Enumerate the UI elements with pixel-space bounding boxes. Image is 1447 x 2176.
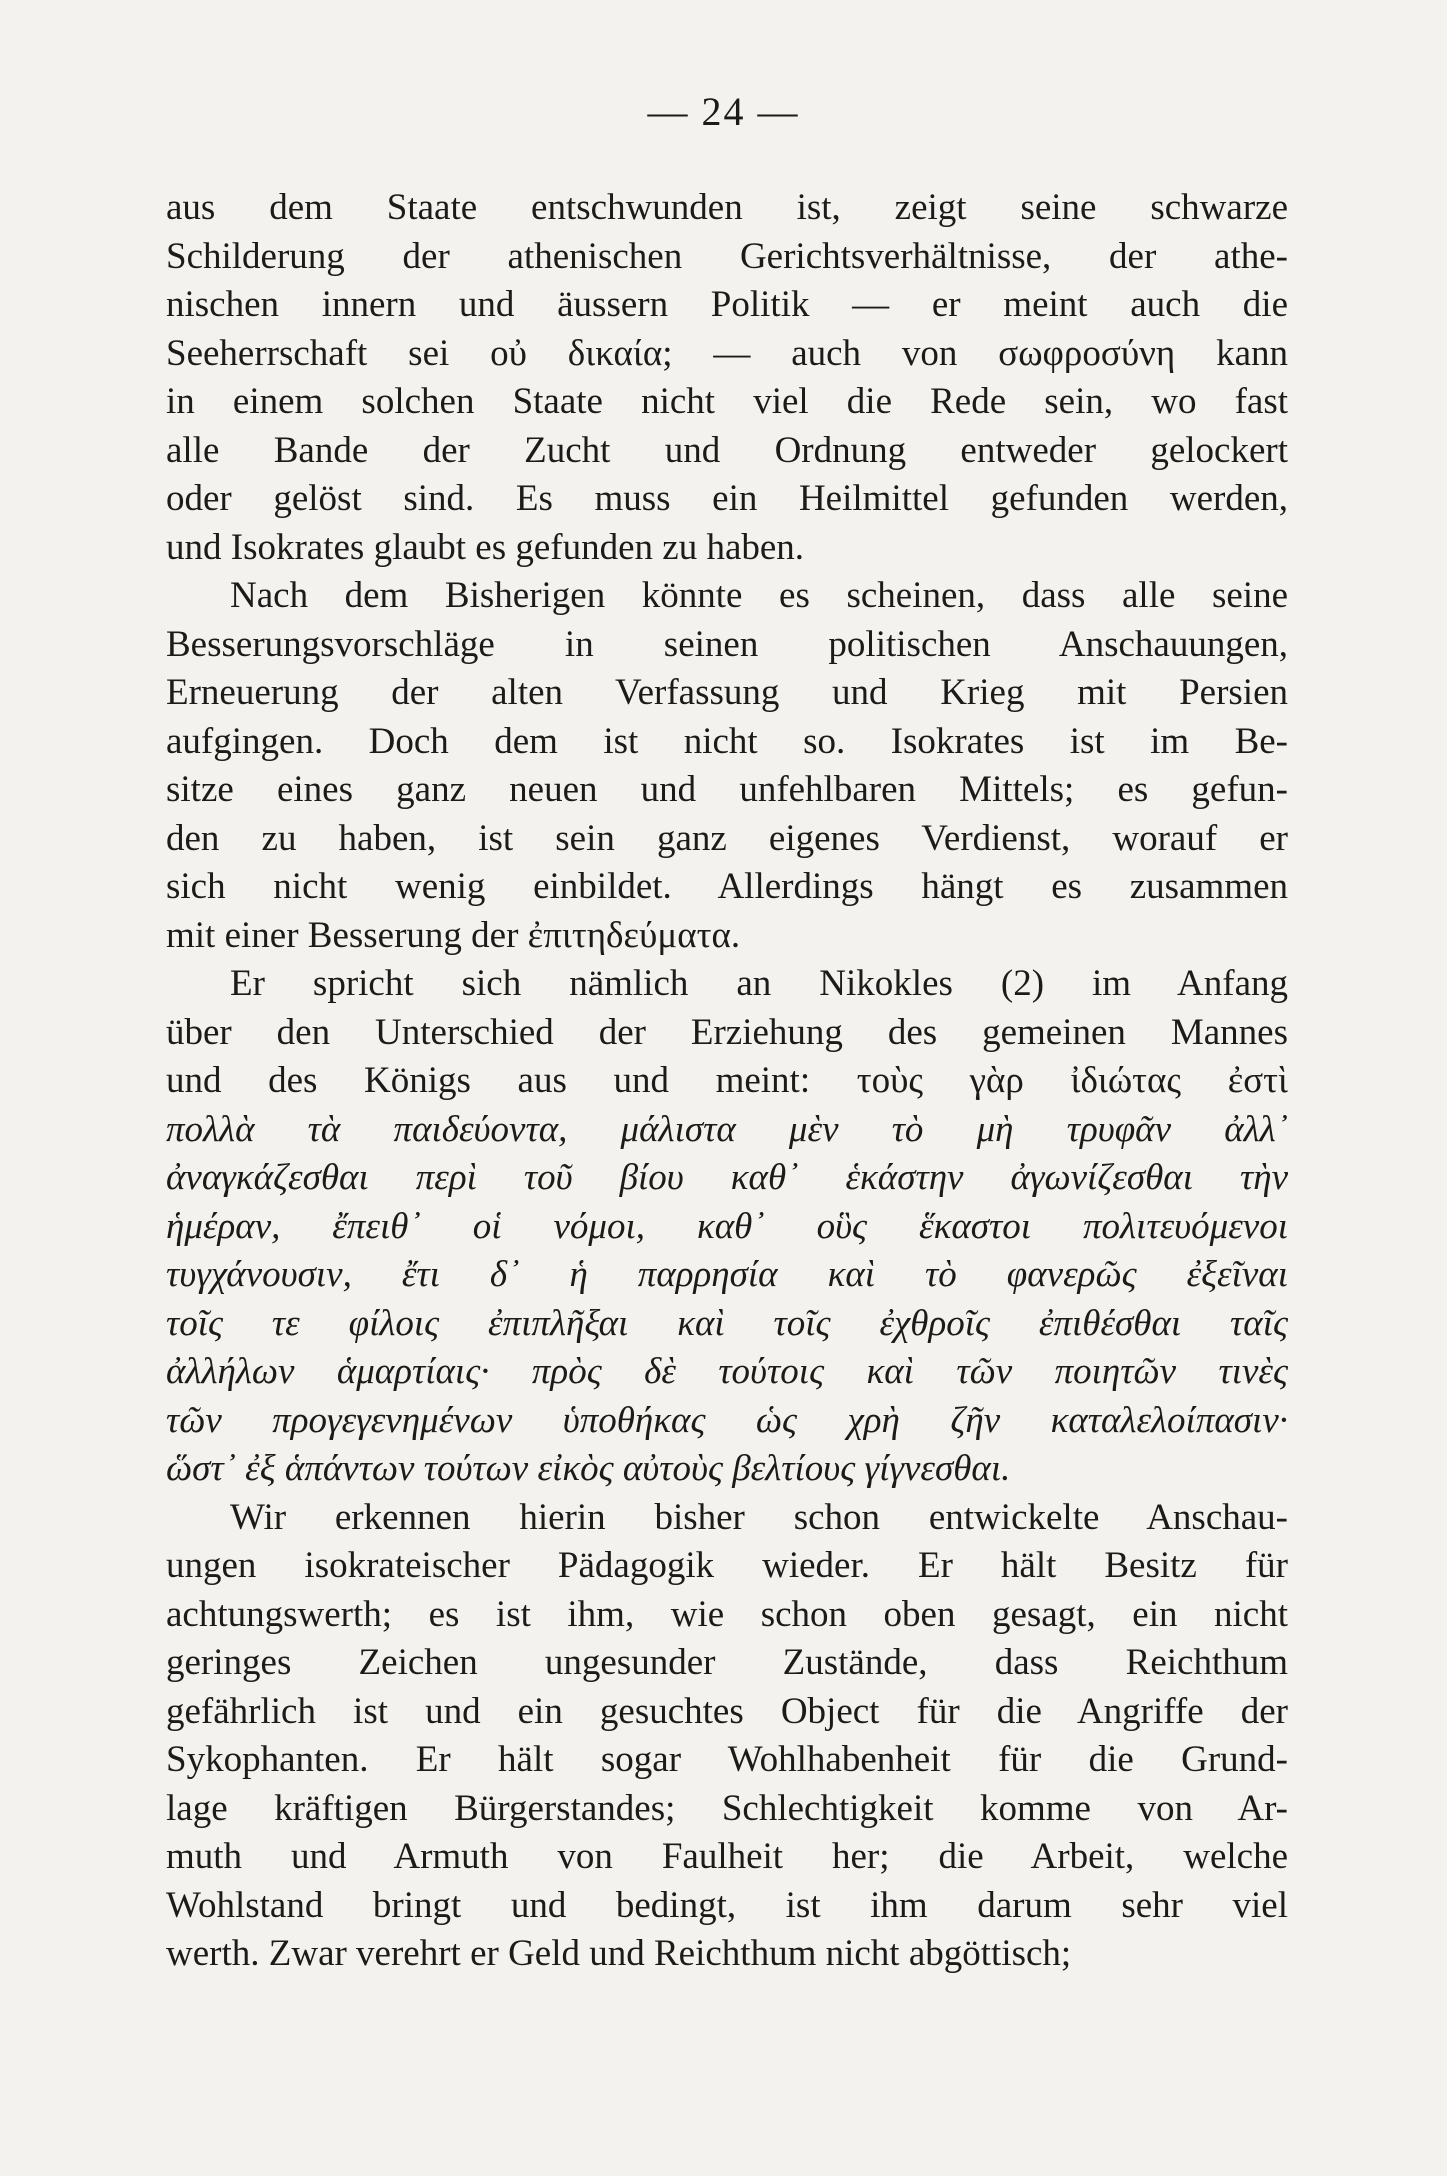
body-text <box>166 184 1288 1979</box>
text-line: aus dem Staate entschwunden ist, zeigt seine schwarze <box>166 187 1288 228</box>
text-line: geringes Zeichen ungesunder Zustände, dass Reichthum <box>166 1642 1288 1683</box>
paragraph-1 <box>166 184 1288 572</box>
text-line: alle Bande der Zucht und Ordnung entweder gelockert <box>166 429 1288 471</box>
text-line: sitze eines ganz neuen und unfehlbaren Mittels; es gefun- <box>166 769 1288 810</box>
text-line: Erneuerung der alten Verfassung und Krieg mit Persien <box>166 672 1288 713</box>
page-number: — 24 — <box>647 89 800 134</box>
paragraph-3 <box>166 960 1288 1494</box>
text-line: über den Unterschied der Erziehung des gemeinen Mannes <box>166 1011 1288 1053</box>
text-line: aufgingen. Doch dem ist nicht so. Isokrates ist im Be- <box>166 720 1288 762</box>
text-line: Sykophanten. Er hält sogar Wohlhabenheit für die Grund- <box>166 1739 1288 1780</box>
text-line: den zu haben, ist sein ganz eigenes Verdienst, worauf er <box>166 817 1288 859</box>
text-line: oder gelöst sind. Es muss ein Heilmittel gefunden werden, <box>166 478 1288 519</box>
text-line: Schilderung der athenischen Gerichtsverhältnisse, der athe- <box>166 235 1288 277</box>
text-line: mit einer Besserung der ἐπιτηδεύματα. <box>166 914 741 956</box>
greek-quotation-line: τοῖς τε φίλοις ἐπιπλῆξαι καὶ τοῖς ἐχθροῖς ἐπιθέσθαι ταῖς <box>166 1302 1288 1344</box>
paragraph-4 <box>166 1494 1288 1979</box>
text-line: und des Königs aus und meint: τοὺς γὰρ ἰδιώτας ἐστὶ <box>166 1060 1288 1101</box>
greek-quotation-line: τῶν προγεγενημένων ὑποθήκας ὡς χρὴ ζῆν καταλελοίπασιν· <box>166 1399 1288 1441</box>
greek-quotation-line: τυγχάνουσιν, ἔτι δ᾽ ἡ παρρησία καὶ τὸ φανερῶς ἐξεῖναι <box>166 1254 1288 1295</box>
text-line: und Isokrates glaubt es gefunden zu haben. <box>166 526 805 568</box>
text-line: Nach dem Bisherigen könnte es scheinen, dass alle seine <box>230 575 1288 616</box>
text-line: muth und Armuth von Faulheit her; die Arbeit, welche <box>166 1836 1288 1877</box>
text-line: Er spricht sich nämlich an Nikokles (2) im Anfang <box>230 963 1288 1004</box>
paragraph-2 <box>166 572 1288 960</box>
text-line: gefährlich ist und ein gesuchtes Object für die Angriffe der <box>166 1690 1288 1732</box>
text-line: werth. Zwar verehrt er Geld und Reichthum nicht abgöttisch; <box>166 1933 1072 1974</box>
greek-quotation-line: ἀναγκάζεσθαι περὶ τοῦ βίου καθ᾽ ἑκάστην ἀγωνίζεσθαι τὴν <box>166 1157 1288 1198</box>
text-line: sich nicht wenig einbildet. Allerdings hängt es zusammen <box>166 866 1288 907</box>
greek-quotation-line: πολλὰ τὰ παιδεύοντα, μάλιστα μὲν τὸ μὴ τρυφᾶν ἀλλ᾽ <box>166 1108 1288 1150</box>
text-line: achtungswerth; es ist ihm, wie schon oben gesagt, ein nicht <box>166 1593 1288 1635</box>
text-line: lage kräftigen Bürgerstandes; Schlechtigkeit komme von Ar- <box>166 1787 1288 1829</box>
text-line: Seeherrschaft sei οὐ δικαία; — auch von σωφροσύνη kann <box>166 332 1288 374</box>
text-line: Besserungsvorschläge in seinen politischen Anschauungen, <box>166 623 1288 665</box>
text-line: nischen innern und äussern Politik — er meint auch die <box>166 284 1288 325</box>
greek-quotation-line: ἡμέραν, ἔπειθ᾽ οἱ νόμοι, καθ᾽ οὓς ἕκαστοι πολιτευόμενοι <box>166 1205 1288 1247</box>
greek-quotation-line: ὥστ᾽ ἐξ ἁπάντων τούτων εἰκὸς αὐτοὺς βελτίους γίγνεσθαι. <box>166 1448 1011 1489</box>
text-line: ungen isokrateischer Pädagogik wieder. Er hält Besitz für <box>166 1545 1288 1586</box>
text-line: Wir erkennen hierin bisher schon entwickelte Anschau- <box>230 1496 1288 1538</box>
text-line: Wohlstand bringt und bedingt, ist ihm darum sehr viel <box>166 1884 1288 1926</box>
greek-quotation-line: ἀλλήλων ἁμαρτίαις· πρὸς δὲ τούτοις καὶ τῶν ποιητῶν τινὲς <box>166 1351 1288 1392</box>
text-line: in einem solchen Staate nicht viel die Rede sein, wo fast <box>166 381 1288 422</box>
